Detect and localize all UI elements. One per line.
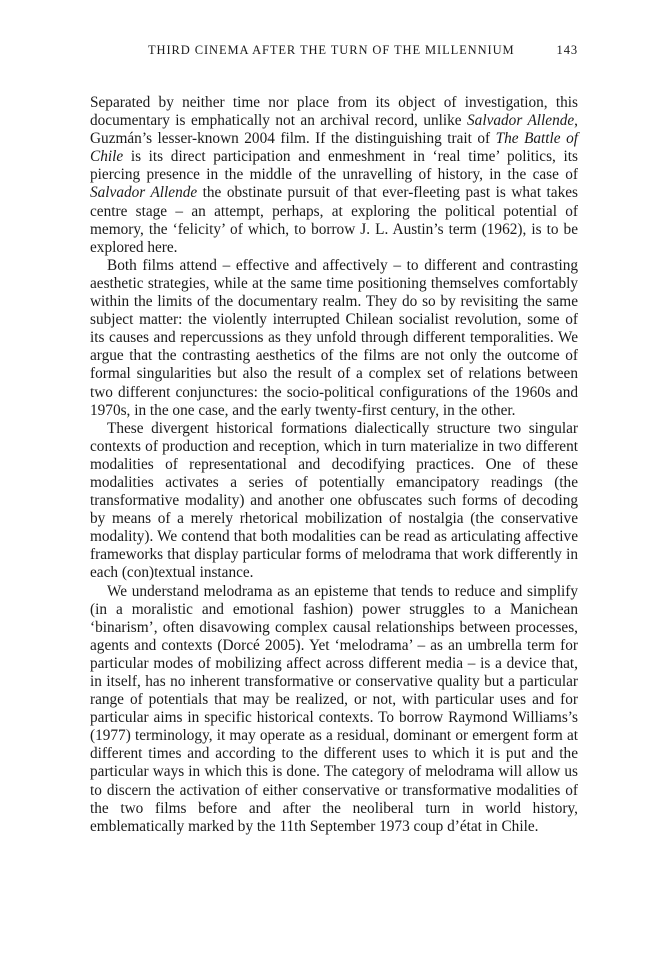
paragraph-4 [90,583,578,836]
page-number: 143 [556,43,578,57]
text-span: We understand melodrama as an episteme that tends to reduce and simplify (in a moralistic and emotional fashion) power struggles to a Manichean ‘binarism’, often disavowing complex causal relationships between processes, agents and contexts (Dorcé 2005). Yet ‘melodrama’ – as an umbrella term for particular modes of mobilizing affect across different media – is a device that, in itself, has no inherent transformative or conservative quality but a particular range of potentials that may be realized, or not, with particular uses and for particular aims in specific historical contexts. To borrow Raymond Williams’s (1977) terminology, it may operate as a residual, dominant or emergent form at different times and according to the different uses to which it is put and the particular ways in which this is done. The category of melodrama will allow us to discern the activation of either conservative or transformative modalities of the two films before and after the neoliberal turn in world history, emblematically marked by the 11th September 1973 coup d’état in Chile. [90,582,578,835]
text-span: the obstinate pursuit of that ever-fleeting past is what takes centre stage – an attempt, perhaps, at exploring the political potential of memory, the ‘felicity’ of which, to borrow J. L. Austin’s term (1962), is to be explored here. [90,184,578,256]
film-title: Salvador Allende [467,112,575,130]
film-title: Salvador Allende [90,184,198,202]
paragraph-1 [90,94,578,257]
paragraph-2 [90,257,578,420]
text-span: These divergent historical formations dialectically structure two singular contexts of production and reception, which in turn materialize in two different modalities of representational and decodifying practices. One of these modalities activates a series of potentially emancipatory readings (the transformative modality) and another one obfuscates such forms of decoding by means of a merely rhetorical mobilization of nostalgia (the conservative modality). We contend that both modalities can be read as articulating affective frameworks that display particular forms of melodrama that work differently in each (con)textual instance. [90,419,578,582]
body-text [90,94,578,836]
text-span: , Guzmán’s lesser-known 2004 film. If the distinguishing trait of [90,112,578,148]
paragraph-3 [90,420,578,583]
running-title: THIRD CINEMA AFTER THE TURN OF THE MILLENNIUM [148,43,515,57]
text-span: Both films attend – effective and affectively – to different and contrasting aesthetic strategies, while at the same time positioning themselves comfortably within the limits of the documentary realm. They do so by revisiting the same subject matter: the violently interrupted Chilean socialist revolution, some of its causes and repercussions as they unfold through different temporalities. We argue that the contrasting aesthetics of the films are not only the outcome of formal singularities but also the result of a complex set of relations between two different conjunctures: the socio-political configurations of the 1960s and 1970s, in the one case, and the early twenty-first century, in the other. [90,256,578,419]
film-title: The Battle of Chile [90,130,578,166]
text-span: Separated by neither time nor place from its object of investigation, this documentary is emphatically not an archival record, unlike [90,94,578,130]
running-head [90,43,578,58]
text-span: is its direct participation and enmeshment in ‘real time’ politics, its piercing presence in the middle of the unravelling of history, in the case of [90,148,578,184]
